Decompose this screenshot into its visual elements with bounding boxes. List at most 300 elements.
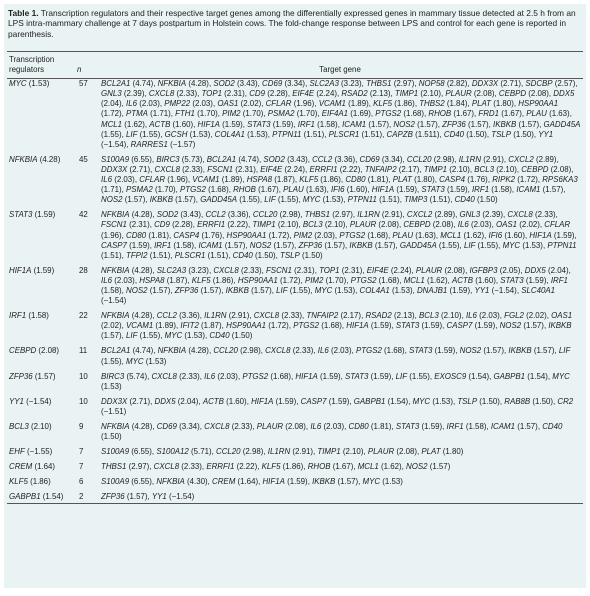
gene-fold-change: (2.31) [224,89,245,99]
gene-name: IFI6 [488,230,503,240]
gene-name: PTGS2 [375,109,402,119]
gene-name: S100A9 [101,447,130,457]
target-count: 28 [79,265,88,275]
gene-name: YY1 [151,492,167,502]
target-count: 9 [79,422,84,431]
target-gene [440,231,484,240]
target-gene [212,477,258,486]
gene-fold-change: (2.17) [398,164,420,174]
target-gene [299,175,341,184]
gene-name: ZFP36 [174,285,199,295]
target-gene [525,266,569,275]
gene-name: IL1RN [458,154,482,164]
target-gene [299,241,346,250]
gene-name: DDX3X [471,79,499,89]
gene-fold-change: (1.80) [442,447,464,457]
gene-fold-change: (2.33) [535,210,556,220]
gene-name: CAPZB [386,129,413,139]
gene-fold-change: (1.86) [394,99,415,109]
gene-fold-change: (4.30) [187,477,208,487]
table-row [7,261,583,306]
gene-name: PIM2 [304,275,324,285]
gene-fold-change: (1.60) [346,185,368,195]
gene-name: CD40 [209,331,230,341]
gene-fold-change: (1.67) [258,185,279,195]
gene-name: RHOB [307,462,331,472]
target-gene [500,321,544,330]
gene-name: HIF1A [295,371,318,381]
gene-name: TNFAIP2 [364,164,397,174]
gene-fold-change: (1.59) [421,321,443,331]
gene-name: BCL3 [418,311,439,321]
gene-fold-change: (1.58) [465,422,487,431]
target-count: 6 [79,477,84,487]
target-gene [175,109,218,118]
target-gene [508,155,556,164]
gene-fold-change: (1.72) [268,230,290,240]
gene-fold-change: (2.39) [123,89,145,99]
gene-fold-change: (1.57) [126,492,148,502]
gene-fold-change: (1.57) [468,119,489,129]
gene-name: CXCL8 [265,346,291,356]
target-gene [500,276,546,285]
gene-name: IL6 [101,175,112,185]
gene-fold-change: (2.28) [172,220,193,230]
gene-fold-change: (1.86) [282,462,304,472]
gene-name: MCL1 [357,462,379,472]
gene-fold-change: (2.98) [240,346,261,356]
gene-fold-change: (2.33) [292,346,314,356]
gene-fold-change: (1.53) [247,129,268,139]
target-gene [154,241,194,250]
gene-fold-change: (1.60) [226,396,247,406]
gene-name: LIF [395,371,408,381]
target-gene [101,195,145,204]
target-gene [504,397,553,406]
gene-name: CD80 [348,422,369,431]
target-gene [312,155,355,164]
document-page [4,4,586,588]
target-gene [101,492,148,501]
gene-name: ACTB [451,275,474,285]
target-gene [158,346,209,355]
target-gene [499,89,549,98]
target-gene [150,195,196,204]
target-gene [350,220,399,229]
table-row [7,341,583,366]
gene-name: PLAU [526,109,547,119]
gene-name: MCL1 [440,230,462,240]
gene-name: RSAD2 [365,311,392,321]
target-gene [262,462,304,471]
gene-fold-change: (1.59) [553,230,575,240]
target-gene [175,286,222,295]
gene-fold-change: (1.70) [242,109,264,119]
gene-name: PSMA2 [267,109,295,119]
gene-fold-change: (−1.51) [101,406,127,416]
table-row [7,487,583,503]
gene-fold-change: (2.03) [470,220,492,230]
gene-fold-change: (5.71) [190,447,212,457]
gene-name: KLF5 [191,275,211,285]
regulators-table [7,51,583,504]
gene-name: NOS2 [499,321,522,331]
gene-fold-change: (1.62) [124,119,145,129]
table-row [7,205,583,260]
gene-fold-change: (1.68) [208,185,229,195]
gene-name: SOD2 [156,210,179,220]
target-gene [416,266,465,275]
regulator-cell [7,392,75,417]
gene-fold-change: (2.33) [281,311,302,321]
target-gene [280,251,323,260]
target-gene [360,286,413,295]
gene-fold-change: (2.24) [316,89,337,99]
gene-fold-change: (4.28) [188,79,209,89]
gene-fold-change: (2.10) [277,220,299,230]
gene-fold-change: (1.51) [207,250,229,260]
gene-name: RIPK2 [492,175,516,185]
target-gene [342,120,389,129]
gene-name: KLF5 [261,462,281,472]
target-gene [217,99,261,108]
gene-fold-change: (2.08) [285,422,306,431]
gene-name: DDX5 [524,265,546,275]
target-gene [372,185,417,194]
gene-name: STAT3 [395,422,420,431]
target-gene [101,311,152,320]
target-gene [233,185,279,194]
gene-fold-change: (1.57) [518,119,540,129]
gene-name: RSAD2 [341,89,368,99]
gene-name: IL1RN [204,311,227,321]
gene-name: CD80 [345,175,366,185]
gene-name: ERRFI1 [309,164,338,174]
gene-name: HSP90AA1 [226,230,267,240]
gene-name: STAT3 [395,321,420,331]
gene-fold-change: (2.17) [340,311,362,321]
gene-name: MYC [412,396,431,406]
regulator-name: IRF1 [9,311,27,321]
target-gene [312,477,358,486]
gene-fold-change: (1.72) [268,321,289,331]
gene-name: HIF1A [529,230,552,240]
gene-name: MYC [302,195,321,205]
target-gene [360,155,403,164]
gene-fold-change: (1.87) [274,175,295,185]
target-gene [466,311,500,320]
gene-name: CD40 [232,250,253,260]
regulator-cell [7,417,75,442]
gene-fold-change: (1.57) [337,477,359,487]
target-genes-cell: NFKBIA (4.28), CCL2 (3.36), IL1RN (2.91), CXCL8 (2.33), TNFAIP2 (2.17), RSAD2 (2.13), BCL3 (2.10), IL6 (2.03), FGL2 (2.02), OAS1 (2.02), VCAM1 (1.89), IFIT2 (1.87), HSP90AA1 (1.72), PTGS2 (1.68), HIF1A (1.59), STAT3 (1.59), CASP7 (1.59), NOS2 (1.57), IKBKB (1.57), LIF (1.55), MYC (1.53), CD40 (1.50) [101,311,573,341]
gene-name: CASP7 [300,396,327,406]
gene-fold-change: (1.51) [379,195,400,205]
gene-name: YY1 [538,129,554,139]
target-gene [460,210,503,219]
gene-name: VCAM1 [126,321,154,331]
regulator-name: ZFP36 [9,371,33,381]
gene-name: TIMP1 [317,447,341,457]
gene-fold-change: (2.03) [323,422,345,431]
gene-name: MYC [502,240,521,250]
gene-fold-change: (1.72) [101,109,122,119]
target-gene [101,422,152,431]
gene-fold-change: (1.57) [273,240,295,250]
target-count: 11 [79,346,88,356]
header-regulators: Transcription regulators [9,55,55,75]
gene-fold-change: (1.89) [155,321,177,331]
target-gene [157,266,209,275]
gene-name: ZFP36 [101,492,125,502]
target-gene [491,422,538,431]
gene-name: FRD1 [478,109,500,119]
gene-fold-change: (1.55) [101,129,122,139]
target-gene [447,321,496,330]
regulator-fold-change: (1.59) [34,210,56,220]
gene-fold-change: (1.51) [101,250,122,260]
gene-fold-change: (1.80) [493,99,514,109]
gene-fold-change: (2.31) [341,265,363,275]
gene-name: CASP7 [446,321,473,331]
gene-fold-change: (2.31) [129,220,150,230]
target-gene [203,397,247,406]
gene-fold-change: (1.87) [166,275,188,285]
gene-name: NOS2 [126,285,148,295]
target-gene [180,321,221,330]
gene-name: CCL20 [406,154,432,164]
gene-fold-change: (1.50) [255,250,276,260]
gene-fold-change: (2.08) [432,220,454,230]
regulator-cell [7,487,75,503]
regulator-cell [7,306,75,341]
gene-name: RARRES1 [130,139,168,149]
gene-fold-change: (1.57) [523,321,544,331]
target-gene [315,286,355,295]
target-gene [173,231,222,240]
gene-name: THBS1 [366,79,392,89]
gene-fold-change: (1.59) [275,396,297,406]
gene-fold-change: (2.03) [217,371,238,381]
gene-fold-change: (1.53) [522,240,543,250]
gene-name: PTGS2 [293,321,320,331]
gene-fold-change: (6.55) [131,447,152,457]
gene-name: TNFAIP2 [306,311,339,321]
gene-name: CD69 [156,422,177,431]
target-gene [253,210,300,219]
gene-name: IL6 [126,99,137,109]
gene-fold-change: (1.72) [279,275,301,285]
gene-fold-change: (4.74) [238,154,259,164]
gene-name: GABPB1 [493,371,526,381]
gene-name: VCAM1 [192,175,220,185]
regulator-name: KLF5 [9,477,28,487]
target-gene [204,422,252,431]
gene-name: IKBKB [548,321,572,331]
gene-fold-change: (2.08) [550,164,572,174]
target-gene [351,276,400,285]
target-gene [204,372,238,381]
gene-name: OAS1 [495,220,518,230]
gene-name: COL4A1 [214,129,245,139]
gene-name: IL6 [101,275,112,285]
gene-name: KLF5 [373,99,392,109]
target-gene [264,195,298,204]
gene-fold-change: (2.03) [479,311,500,321]
gene-name: CASP4 [439,175,465,185]
target-gene [197,220,248,229]
gene-fold-change: (4.28) [131,210,153,220]
target-genes-cell: BCL2A1 (4.74), NFKBIA (4.28), SOD2 (3.43), CD69 (3.34), SLC2A3 (3.23), THBS1 (2.97), NOP58 (2.82), DDX3X (2.71), SDCBP (2.57), GNL3 (2.39), CXCL8 (2.33), TOP1 (2.31), CD9 (2.28), EIF4E (2.24), RSAD2 (2.13), TIMP1 (2.10), PLAUR (2.08), CEBPD (2.08), DDX5 (2.04), IL6 (2.03), PMP22 (2.03), OAS1 (2.02), CFLAR (1.96), VCAM1 (1.89), KLF5 (1.86), THBS2 (1.84), PLAT (1.80), HSP90AA1 (1.72), PTMA (1.71), FTH1 (1.70), PIM2 (1.70), PSMA2 (1.70), EIF4A1 (1.69), PTGS2 (1.68), RHOB (1.67), FRD1 (1.67), PLAU (1.63), MCL1 (1.62), ACTB (1.60), HIF1A (1.59), STAT3 (1.59), IRF1 (1.58), ICAM1 (1.57), NOS2 (1.57), ZFP36 (1.57), IKBKB (1.57), GADD45A (1.55), LIF (1.55), GCSH (1.53), COL4A1 (1.53), PTPN11 (1.51), PLSCR1 (1.51), CAPZB (1.511), CD40 (1.50), TSLP (1.50), YY1 (−1.54), RARRES1 (−1.57) [101,79,581,149]
gene-fold-change: (1.53) [189,129,211,139]
gene-name: DDX3X [101,396,128,406]
gene-fold-change: (4.28) [131,422,153,431]
gene-name: CR2 [557,396,574,406]
target-gene [317,447,363,456]
gene-name: PLAUR [415,265,443,275]
target-gene [250,241,294,250]
gene-name: GABPB1 [353,396,386,406]
gene-fold-change: (1.55) [139,129,161,139]
gene-name: DNAJB1 [416,285,448,295]
gene-fold-change: (1.68) [403,109,424,119]
gene-fold-change: (1.50) [301,250,323,260]
target-gene [263,155,307,164]
target-gene [404,276,448,285]
gene-name: TOP1 [319,265,340,275]
gene-name: IL6 [310,422,322,431]
gene-name: IRF1 [154,240,172,250]
gene-name: PTGS2 [355,346,382,356]
target-gene [198,241,245,250]
target-gene [238,276,301,285]
target-gene [493,120,539,129]
gene-fold-change: (2.22) [339,164,361,174]
gene-name: PLSCR1 [174,250,206,260]
regulator-name: MYC [9,79,27,89]
gene-fold-change: (1.53) [334,285,356,295]
target-genes-cell: BCL2A1 (4.74), NFKBIA (4.28), CCL20 (2.98), CXCL8 (2.33), IL6 (2.03), PTGS2 (1.68), STAT3 (1.59), NOS2 (1.57), IKBKB (1.57), LIF (1.55), MYC (1.53) [101,346,571,366]
gene-name: NFKBIA [157,79,187,89]
gene-fold-change: (2.97) [393,79,415,89]
target-gene [345,372,391,381]
gene-name: MYC [126,356,144,366]
gene-fold-change: (1.57) [101,331,122,341]
table-row [7,472,583,487]
target-gene [139,276,187,285]
gene-fold-change: (1.86) [320,175,341,185]
gene-fold-change: (1.59) [446,185,468,195]
regulator-name: CREM [9,462,33,472]
gene-name: CCL2 [205,210,226,220]
gene-fold-change: (2.98) [242,447,264,457]
target-gene [447,422,487,431]
gene-name: PLAU [392,230,414,240]
gene-fold-change: (3.34) [284,79,306,89]
regulator-name: EHF [9,447,25,457]
gene-fold-change: (2.08) [378,220,399,230]
gene-fold-change: (1.62) [426,275,448,285]
gene-name: CD40 [542,422,563,431]
gene-fold-change: (1.67) [501,109,522,119]
target-gene [101,397,150,406]
gene-name: GADD45A [543,119,581,129]
target-gene [202,89,245,98]
regulator-cell [7,205,75,260]
gene-fold-change: (1.81) [148,230,170,240]
target-gene [507,210,555,219]
gene-fold-change: (2.08) [473,89,495,99]
gene-fold-change: (2.91) [381,210,403,220]
target-gene [529,231,574,240]
gene-fold-change: (2.33) [176,89,198,99]
gene-name: IL6 [457,220,469,230]
gene-fold-change: (2.13) [393,311,415,321]
regulator-name: NFKBIA [9,154,38,164]
target-gene [227,231,290,240]
gene-fold-change: (1.58) [101,285,122,295]
gene-name: THBS1 [304,210,331,220]
gene-name: CXCL8 [213,265,239,275]
gene-fold-change: (1.80) [414,175,435,185]
gene-fold-change: (3.34) [381,154,403,164]
target-gene [126,321,176,330]
target-gene [309,79,361,88]
gene-name: NOP58 [418,79,445,89]
target-gene [424,165,470,174]
gene-name: IL6 [317,346,329,356]
target-gene [101,210,152,219]
regulator-cell [7,150,75,205]
target-gene [305,210,353,219]
gene-fold-change: (1.59) [222,119,243,129]
gene-fold-change: (1.67) [453,109,475,119]
gene-fold-change: (1.59) [287,477,308,487]
target-gene [101,120,145,129]
target-gene [331,185,367,194]
target-gene [442,120,489,129]
target-gene [458,220,492,229]
gene-name: PTPN11 [272,129,302,139]
gene-name: TOP1 [201,89,222,99]
gene-fold-change: (1.59) [449,285,471,295]
target-count: 22 [79,311,88,321]
gene-fold-change: (1.60) [172,119,194,129]
gene-name: CFLAR [265,99,292,109]
target-gene [368,447,417,456]
target-gene [101,276,135,285]
gene-fold-change: (3.36) [334,154,356,164]
gene-name: OAS1 [217,99,239,109]
target-gene [292,89,337,98]
gene-fold-change: (1.68) [270,371,292,381]
gene-fold-change: (1.58) [491,185,512,195]
gene-name: BCL3 [474,164,495,174]
target-gene [525,79,575,88]
target-gene [268,109,318,118]
gene-name: FTH1 [175,109,195,119]
gene-fold-change: (1.59) [272,119,294,129]
gene-name: GNL3 [101,89,122,99]
gene-fold-change: (1.62) [380,462,402,472]
gene-fold-change: (3.23) [341,79,362,89]
target-gene [421,447,463,456]
gene-name: EIF4E [366,265,389,275]
gene-name: HSP90AA1 [518,99,559,109]
gene-fold-change: (−1.54) [491,285,517,295]
target-gene [365,311,414,320]
gene-fold-change: (1.58) [173,240,195,250]
